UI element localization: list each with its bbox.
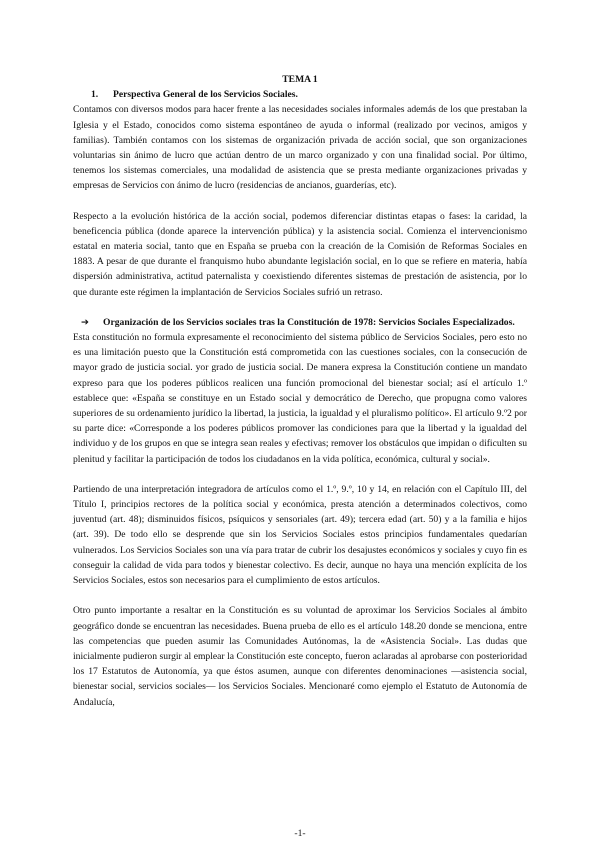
paragraph: Respecto a la evolución histórica de la acción social, podemos diferenciar distintas etapas o fases: la caridad, la beneficencia pública (donde aparece la intervención pública) y la asistencia social. Comienza el intervencionismo estatal en materia social, tanto que en España se prueba con la creación de la Comisión de Reformas Sociales en 1883. A pesar de que durante el franquismo hubo abundante legislación social, en lo que se refiere en materia, había dispersión administrativa, actitud paternalista y coexistiendo diferentes sistemas de prestación de asistencia, por lo que durante este régimen la implantación de Servicios Sociales sufrió un retraso.	[73, 210, 527, 298]
paragraph: Esta constitución no formula expresamente el reconocimiento del sistema público de Servicios Sociales, pero esto no es una limitación puesto que la Constitución está comprometida con las cuestiones sociales, con la consecución de mayor grado de justicia social. yor grado de justicia social. De manera expresa la Constitución contiene un mandato expreso para que los poderes públicos realicen una función promocional del bienestar social; así el artículo 1.º establece que: «España se constituye en un Estado social y democrático de Derecho, que propugna como valores superiores de su ordenamiento jurídico la libertad, la justicia, la igualdad y el pluralismo político». El artículo 9.º2 por su parte dice: «Corresponde a los poderes públicos promover las condiciones para que la libertad y la igualdad del individuo y de los grupos en que se integra sean reales y efectivas; remover los obstáculos que impidan o dificulten su plenitud y facilitar la participación de todos los ciudadanos en la vida política, económica, cultural y social».	[73, 332, 527, 465]
document-body	[73, 72, 527, 710]
arrow-icon: ➔	[81, 316, 90, 328]
paragraph: Partiendo de una interpretación integradora de artículos como el 1.º, 9.º, 10 y 14, en relación con el Capítulo III, del Título I, principios rectores de la política social y económica, presta atención a determinados colectivos, como juventud (art. 48); disminuidos físicos, psíquicos y sensoriales (art. 49); tercera edad (art. 50) y a la familia e hijos (art. 39). De todo ello se desprende que sin los Servicios Sociales estos principios fundamentales quedarían vulnerados. Los Servicios Sociales son una vía para tratar de cubrir los desajustes económicos y sociales y cuyo fin es conseguir la calidad de vida para todos y bienestar colectivo. Es decir, aunque no haya una mención explícita de los Servicios Sociales, estos son necesarios para el cumplimiento de estos artículos.	[73, 483, 527, 587]
section-1-number: 1.	[91, 89, 99, 101]
page-number: -1-	[294, 828, 306, 839]
paragraph: Contamos con diversos modos para hacer frente a las necesidades sociales informales además de los que prestaban la Iglesia y el Estado, conocidos como sistema espontáneo de ayuda o informal (realizado por vecinos, amigos y familias). También contamos con los sistemas de organización privada de acción social, que son organizaciones voluntarias sin ánimo de lucro que actúan dentro de un marco organizado y con una finalidad social. Por último, tenemos los sistemas comerciales, una modalidad de asistencia que se presta mediante organizaciones privadas y empresas de Servicios con ánimo de lucro (residencias de ancianos, guarderías, etc).	[73, 104, 527, 192]
document-title: TEMA 1	[282, 74, 318, 85]
section-1-title: Perspectiva General de los Servicios Sociales.	[113, 89, 298, 101]
paragraph: Otro punto importante a resaltar en la Constitución es su voluntad de aproximar los Servicios Sociales al ámbito geográfico donde se encuentran las necesidades. Buena prueba de ello es el artículo 148.20 donde se menciona, entre las competencias que pueden asumir las Comunidades Autónomas, la de «Asistencia Social». Las dudas que inicialmente pudieron surgir al emplear la Constitución este concepto, fueron aclaradas al aprobarse con posterioridad los 17 Estatutos de Autonomía, ya que éstos asumen, aunque con diferentes denominaciones —asistencia social, bienestar social, servicios sociales— los Servicios Sociales. Mencionaré como ejemplo el Estatuto de Autonomía de Andalucía,	[73, 605, 527, 708]
section-2-heading	[73, 315, 527, 330]
section-1-heading	[73, 87, 527, 102]
section-2-title: Organización de los Servicios sociales tras la Constitución de 1978: Servicios Sociales Especializados.	[103, 316, 515, 328]
